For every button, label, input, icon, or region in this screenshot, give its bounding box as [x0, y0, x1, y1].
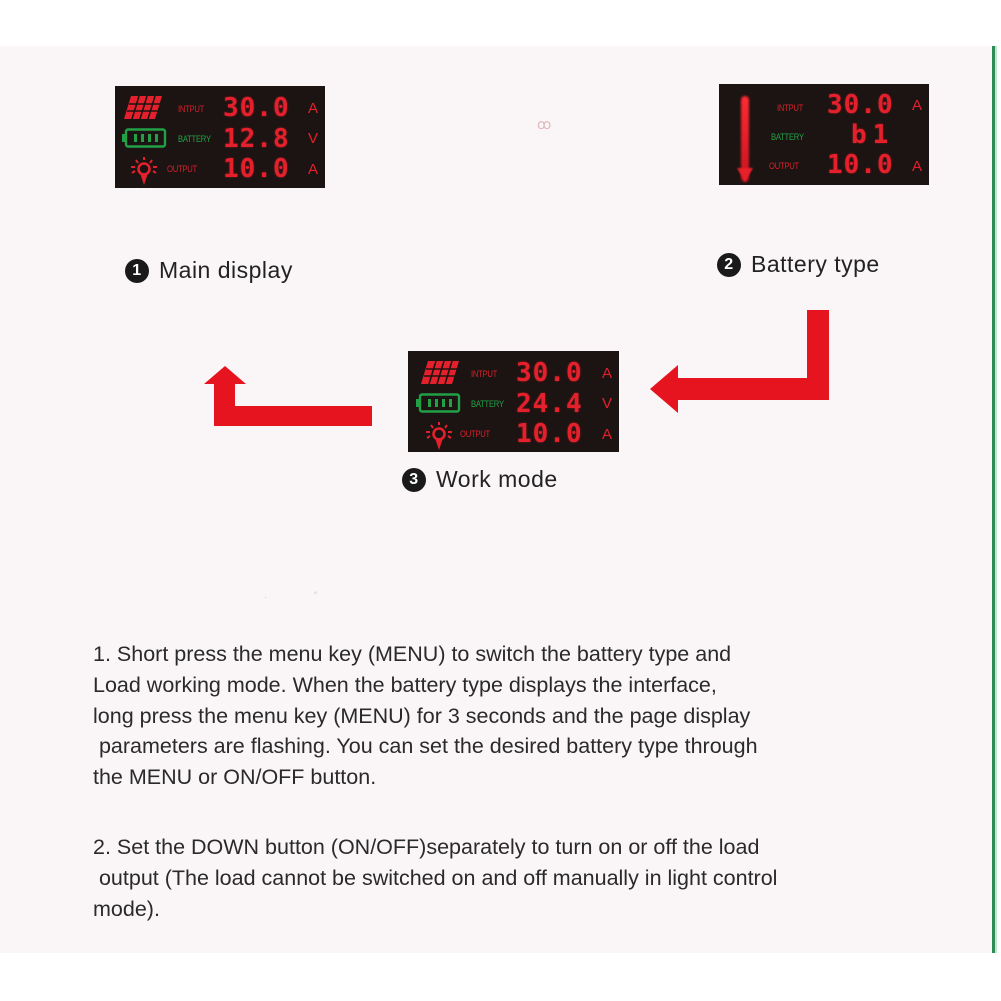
output-label: OUTPUT [769, 161, 799, 171]
scan-artifact: · [264, 592, 268, 603]
solar-panel-icon [123, 95, 163, 120]
caption-battery-type [717, 251, 880, 278]
battery-label: BATTERY [178, 134, 211, 144]
instruction-line: parameters are flashing. You can set the desired battery type through [93, 734, 758, 758]
output-unit: A [912, 158, 923, 175]
output-value: 10.0 [827, 150, 894, 180]
input-label: INTPUT [471, 369, 498, 379]
arrow-right-to-center-icon [648, 309, 832, 417]
instruction-line: 2. Set the DOWN button (ON/OFF)separately to turn on or off the load [93, 835, 760, 859]
battery-unit: V [308, 130, 319, 147]
step-number-badge: 1 [125, 259, 149, 283]
output-label: OUTPUT [460, 429, 490, 439]
caption-text: Main display [159, 257, 293, 283]
input-unit: A [602, 365, 613, 382]
input-unit: A [912, 97, 923, 114]
caption-main-display [125, 257, 293, 284]
caption-work-mode [402, 466, 558, 493]
step-number-badge: 2 [717, 253, 741, 277]
battery-icon [121, 128, 167, 148]
input-label: INTPUT [178, 104, 205, 114]
output-label: OUTPUT [167, 164, 197, 174]
page-edge-rule [992, 46, 995, 953]
indicator-arrow-tip-icon [737, 168, 753, 182]
lamp-icon [129, 156, 159, 186]
caption-text: Battery type [751, 251, 880, 277]
battery-icon [415, 393, 461, 413]
lcd-main-display [115, 86, 325, 188]
output-unit: A [602, 426, 613, 443]
output-value: 10.0 [223, 154, 290, 184]
battery-unit: V [602, 395, 613, 412]
input-value: 30.0 [827, 90, 894, 120]
input-label: INTPUT [777, 103, 804, 113]
lcd-battery-type [719, 84, 929, 185]
instruction-line: 1. Short press the menu key (MENU) to switch the battery type and [93, 642, 732, 666]
input-value: 30.0 [223, 93, 290, 123]
scan-artifact: ˚ [314, 592, 318, 603]
arrow-center-to-left-icon [202, 365, 374, 427]
instruction-line: long press the menu key (MENU) for 3 seconds and the page display [93, 704, 751, 728]
input-value: 30.0 [516, 358, 583, 388]
battery-value: 24.4 [516, 389, 583, 419]
battery-value: 12.8 [223, 124, 290, 154]
step-number-badge: 3 [402, 468, 426, 492]
output-unit: A [308, 161, 319, 178]
battery-label: BATTERY [471, 399, 504, 409]
battery-type-value: b1 [851, 120, 895, 150]
instruction-line: the MENU or ON/OFF button. [93, 765, 377, 789]
battery-label: BATTERY [771, 132, 804, 142]
instruction-line: Load working mode. When the battery type displays the interface, [93, 673, 717, 697]
input-unit: A [308, 100, 319, 117]
caption-text: Work mode [436, 466, 558, 492]
instruction-line: output (The load cannot be switched on and off manually in light control [93, 866, 778, 890]
instruction-line: mode). [93, 897, 160, 921]
lamp-icon [424, 421, 454, 451]
output-value: 10.0 [516, 419, 583, 449]
lcd-work-mode [408, 351, 619, 452]
scan-artifact: ꝏ [537, 116, 552, 132]
solar-panel-icon [420, 360, 460, 385]
